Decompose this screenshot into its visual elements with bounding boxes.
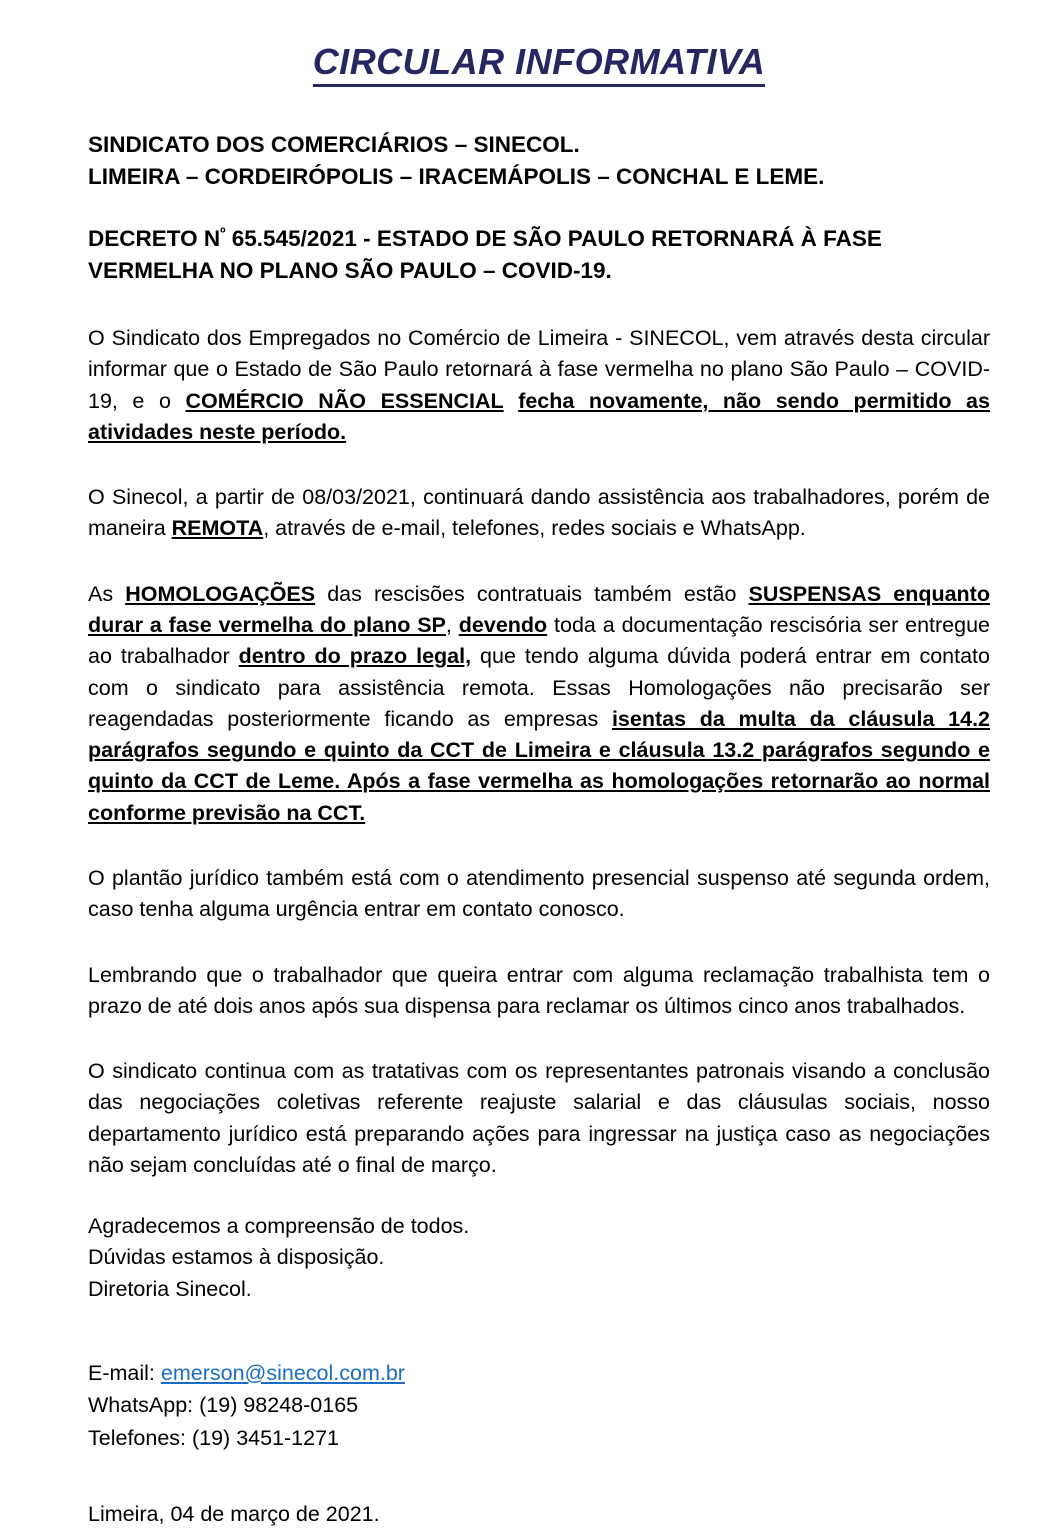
p3-emphasis-legal-deadline: dentro do prazo legal,: [238, 644, 472, 669]
organization-heading: [88, 129, 990, 193]
p2-emphasis-remote: REMOTA: [171, 516, 264, 541]
p3-emphasis-homologations: HOMOLOGAÇÕES: [125, 581, 316, 606]
decree-heading: [88, 223, 990, 287]
ordinal-indicator: º: [220, 225, 226, 242]
closing-line-questions: Dúvidas estamos à disposição.: [88, 1245, 385, 1270]
spacer: [88, 1455, 990, 1499]
p3-text-1: As: [88, 581, 126, 606]
paragraph-1: [88, 323, 990, 448]
p3-emphasis-fine-exemption: isentas da multa da cláusula 14.2 parágrafos segundo e quinto da CCT de Limeira e cláusula 13.2 parágrafos segundo e quinto da CCT de Leme. Após a fase vermelha as homologações retornarão ao normal conforme previsão na CCT.: [88, 706, 991, 825]
email-label: E-mail:: [88, 1360, 161, 1385]
email-link[interactable]: emerson@sinecol.com.br: [160, 1360, 405, 1385]
spacer: [88, 1181, 990, 1211]
document-content: [88, 0, 990, 1530]
closing-line-thanks: Agradecemos a compreensão de todos.: [88, 1214, 470, 1239]
organization-regions: LIMEIRA – CORDEIRÓPOLIS – IRACEMÁPOLIS – CONCHAL E LEME.: [88, 164, 825, 190]
place-and-date: Limeira, 04 de março de 2021.: [88, 1501, 380, 1526]
paragraph-4: O plantão jurídico também está com o atendimento presencial suspenso até segunda ordem, caso tenha alguma urgência entrar em contato conosco.: [88, 866, 990, 922]
page-title: [88, 0, 990, 87]
p3-text-3: ,: [445, 613, 459, 638]
paragraph-2: [88, 482, 990, 545]
p2-text-1: O Sinecol, a partir de 08/03/2021, continuará dando assistência aos trabalhadores, porém de maneira: [88, 485, 990, 541]
contact-email-line: [88, 1357, 990, 1390]
paragraph-6: O sindicato continua com as tratativas com os representantes patronais visando a conclusão das negociações coletivas referente reajuste salarial e das cláusulas sociais, nosso departamento jurídico está preparando ações para ingressar na justiça caso as negociações não sejam concluídas até o final de março.: [88, 1059, 990, 1177]
p2-text-2: , através de e-mail, telefones, redes sociais e WhatsApp.: [263, 516, 806, 541]
paragraph-5: Lembrando que o trabalhador que queira entrar com alguma reclamação trabalhista tem o prazo de até dois anos após sua dispensa para reclamar os últimos cinco anos trabalhados.: [88, 962, 990, 1018]
closing-block: [88, 1211, 990, 1305]
contact-phone-line: Telefones: (19) 3451-1271: [88, 1426, 340, 1451]
spacer: [88, 287, 990, 323]
p1-text-1: O Sindicato dos Empregados no Comércio de Limeira - SINECOL, vem através desta circular informar que o Estado de São Paulo retornará à fase vermelha no plano São Paulo – COVID-19, e o: [88, 326, 990, 413]
p3-emphasis-suspended: SUSPENSAS enquanto durar a fase vermelha do plano SP: [88, 581, 990, 638]
p3-text-5: que tendo alguma dúvida poderá entrar em contato com o sindicato para assistência remota. Essas Homologações não precisarão ser reagendadas posteriormente ficando as empresas: [88, 644, 990, 731]
contact-whatsapp-line: WhatsApp: (19) 98248-0165: [88, 1393, 359, 1418]
decree-heading-line-1: [88, 223, 990, 255]
paragraph-3: [88, 579, 990, 829]
page-title-text: CIRCULAR INFORMATIVA: [313, 42, 766, 87]
spacer: [88, 1305, 990, 1357]
p3-emphasis-devendo: devendo: [458, 613, 548, 638]
p1-emphasis-closure: fecha novamente, não sendo permitido as atividades neste período.: [88, 388, 990, 444]
contact-block: [88, 1357, 990, 1455]
p3-text-2: das rescisões contratuais também estão: [315, 581, 749, 606]
p1-text-2: [504, 389, 519, 413]
organization-name: SINDICATO DOS COMERCIÁRIOS – SINECOL.: [88, 132, 580, 158]
closing-line-signature: Diretoria Sinecol.: [88, 1276, 252, 1301]
p1-emphasis-commerce: COMÉRCIO NÃO ESSENCIAL: [185, 388, 504, 413]
decree-label: DECRETO N: [88, 226, 221, 252]
decree-heading-line-2: VERMELHA NO PLANO SÃO PAULO – COVID-19.: [88, 258, 612, 284]
decree-number-and-subject: 65.545/2021 - ESTADO DE SÃO PAULO RETORNARÁ À FASE: [225, 226, 882, 252]
p3-text-4: toda a documentação rescisória ser entregue ao trabalhador: [88, 613, 991, 669]
